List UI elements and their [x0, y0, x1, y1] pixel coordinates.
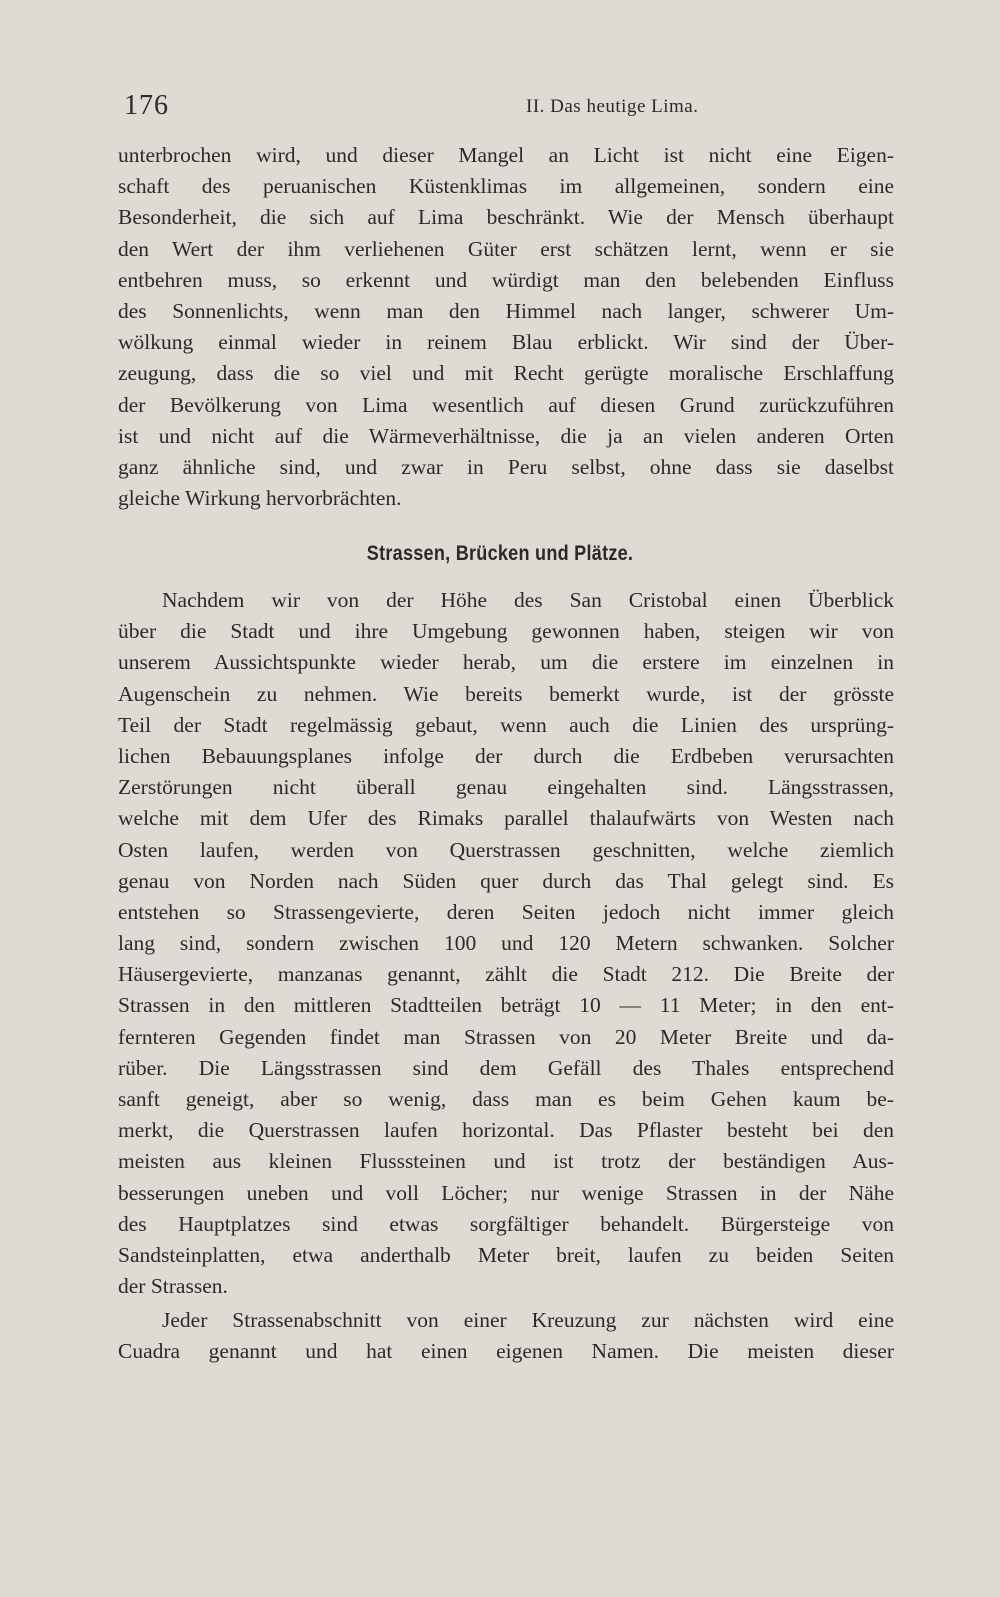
text-line: merkt, die Querstrassen laufen horizontal. Das Pflaster besteht bei den — [118, 1118, 894, 1143]
text-line: wölkung einmal wieder in reinem Blau erblickt. Wir sind der Über- — [118, 330, 894, 355]
running-title: II. Das heutige Lima. — [526, 96, 699, 117]
text-line: lang sind, sondern zwischen 100 und 120 Metern schwanken. Solcher — [118, 931, 894, 956]
text-line: der Bevölkerung von Lima wesentlich auf diesen Grund zurückzuführen — [118, 392, 894, 417]
text-line: Jeder Strassenabschnitt von einer Kreuzung zur nächsten wird eine — [162, 1308, 894, 1332]
text-line: des Hauptplatzes sind etwas sorgfältiger behandelt. Bürgersteige von — [118, 1211, 894, 1236]
text-line: gleiche Wirkung hervorbrächten. — [118, 486, 402, 511]
text-line: Nachdem wir von der Höhe des San Cristobal einen Überblick — [162, 588, 894, 612]
text-line: Teil der Stadt regelmässig gebaut, wenn auch die Linien des ursprüng- — [118, 712, 894, 737]
text-line: der Strassen. — [118, 1274, 228, 1299]
text-line: Augenschein zu nehmen. Wie bereits bemerkt wurde, ist der grösste — [118, 681, 894, 706]
text-line: Osten laufen, werden von Querstrassen geschnitten, welche ziemlich — [118, 837, 894, 862]
text-line: zeugung, dass die so viel und mit Recht gerügte moralische Erschlaffung — [118, 361, 894, 386]
paragraph-2 — [118, 585, 894, 1302]
text-line: Häusergevierte, manzanas genannt, zählt die Stadt 212. Die Breite der — [118, 962, 894, 987]
text-line: lichen Bebauungsplanes infolge der durch die Erdbeben verursachten — [118, 743, 894, 768]
page-header — [120, 90, 890, 126]
text-line: meisten aus kleinen Flusssteinen und ist trotz der beständigen Aus- — [118, 1149, 894, 1174]
section-heading: Strassen, Brücken und Plätze. — [366, 542, 634, 565]
text-line: den Wert der ihm verliehenen Güter erst schätzen lernt, wenn er sie — [118, 236, 894, 261]
text-line: entbehren muss, so erkennt und würdigt man den belebenden Einfluss — [118, 267, 894, 292]
text-line: fernteren Gegenden findet man Strassen von 20 Meter Breite und da- — [118, 1024, 894, 1049]
text-line: Besonderheit, die sich auf Lima beschränkt. Wie der Mensch überhaupt — [118, 205, 894, 230]
text-line: Strassen in den mittleren Stadtteilen beträgt 10 — 11 Meter; in den ent- — [118, 993, 894, 1018]
text-line: genau von Norden nach Süden quer durch das Thal gelegt sind. Es — [118, 868, 894, 893]
page-number: 176 — [124, 90, 169, 121]
text-line: welche mit dem Ufer des Rimaks parallel thalaufwärts von Westen nach — [118, 806, 894, 831]
text-line: Cuadra genannt und hat einen eigenen Namen. Die meisten dieser — [118, 1339, 894, 1364]
text-line: entstehen so Strassengevierte, deren Seiten jedoch nicht immer gleich — [118, 899, 894, 924]
paragraph-3 — [118, 1305, 894, 1367]
text-line: des Sonnenlichts, wenn man den Himmel nach langer, schwerer Um- — [118, 298, 894, 323]
text-line: ganz ähnliche sind, und zwar in Peru selbst, ohne dass sie daselbst — [118, 454, 894, 479]
text-line: unserem Aussichtspunkte wieder herab, um die erstere im einzelnen in — [118, 650, 894, 675]
text-line: Zerstörungen nicht überall genau eingehalten sind. Längsstrassen, — [118, 775, 894, 800]
text-line: besserungen uneben und voll Löcher; nur wenige Strassen in der Nähe — [118, 1180, 894, 1205]
text-line: rüber. Die Längsstrassen sind dem Gefäll des Thales entsprechend — [118, 1055, 894, 1080]
text-line: sanft geneigt, aber so wenig, dass man es beim Gehen kaum be- — [118, 1087, 894, 1111]
text-line: unterbrochen wird, und dieser Mangel an Licht ist nicht eine Eigen- — [118, 143, 894, 167]
text-line: ist und nicht auf die Wärmeverhältnisse, die ja an vielen anderen Orten — [118, 423, 894, 448]
text-line: schaft des peruanischen Küstenklimas im allgemeinen, sondern eine — [118, 174, 894, 199]
paragraph-1 — [118, 140, 894, 514]
text-line: Sandsteinplatten, etwa anderthalb Meter breit, laufen zu beiden Seiten — [118, 1242, 894, 1267]
text-line: über die Stadt und ihre Umgebung gewonnen haben, steigen wir von — [118, 619, 894, 644]
